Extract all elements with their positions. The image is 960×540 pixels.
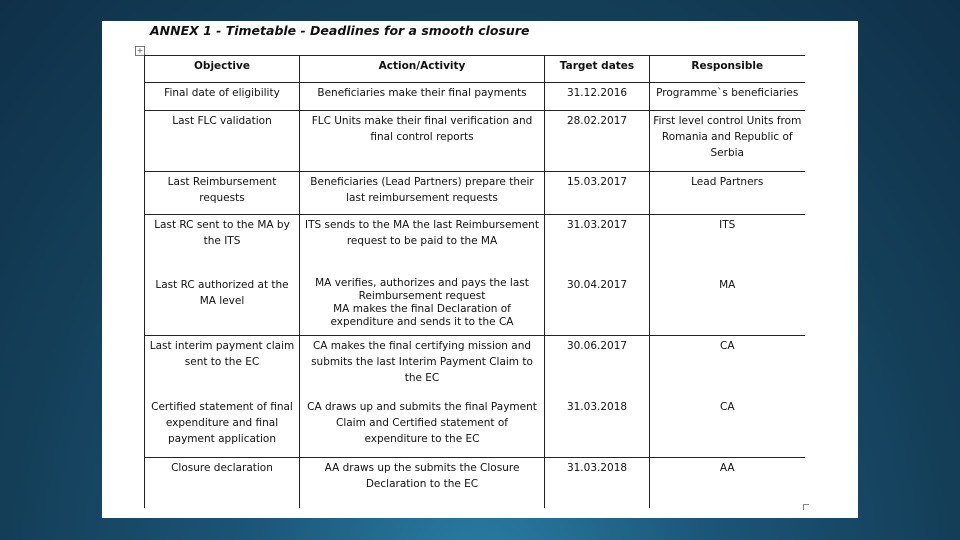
table-row [145,172,805,215]
table-header-row [145,56,805,83]
cell-date: 30.04.2017 [545,275,650,336]
cell-objective: Last RC authorized at the MA level [145,275,300,336]
table-row [145,336,805,397]
table-row [145,111,805,172]
header-objective: Objective [145,56,300,83]
cell-responsible: Programme`s beneficiaries [650,83,805,111]
cell-action: ITS sends to the MA the last Reimbursement request to be paid to the MA [300,215,545,275]
cell-objective: Final date of eligibility [145,83,300,111]
cell-responsible: AA [650,458,805,508]
table-move-handle-icon[interactable]: + [136,46,144,55]
cell-responsible: CA [650,336,805,397]
table-row [145,458,805,508]
cell-objective: Closure declaration [145,458,300,508]
cell-action: FLC Units make their final verification and final control reports [300,111,545,172]
cell-date: 30.06.2017 [545,336,650,397]
cell-objective: Certified statement of final expenditure and final payment application [145,397,300,458]
document-page [102,21,858,518]
table-row [145,215,805,275]
cell-action: AA draws up the submits the Closure Declaration to the EC [300,458,545,508]
header-target-dates: Target dates [545,56,650,83]
cell-responsible: Lead Partners [650,172,805,215]
cell-action: CA draws up and submits the final Payment Claim and Certified statement of expenditure to the EC [300,397,545,458]
cell-objective: Last RC sent to the MA by the ITS [145,215,300,275]
cell-objective: Last FLC validation [145,111,300,172]
timetable-table [144,55,805,508]
cell-action-line: MA verifies, authorizes and pays the last Reimbursement request [315,276,529,302]
cell-responsible: First level control Units from Romania and Republic of Serbia [650,111,805,172]
table-row [145,397,805,458]
cell-date: 31.12.2016 [545,83,650,111]
cell-date: 31.03.2018 [545,458,650,508]
cell-action [300,275,545,336]
cell-action: CA makes the final certifying mission and submits the last Interim Payment Claim to the EC [300,336,545,397]
cell-action: Beneficiaries (Lead Partners) prepare their last reimbursement requests [300,172,545,215]
cell-action-extra: MA makes the final Declaration of expenditure and sends it to the CA [330,302,514,328]
cell-date: 31.03.2018 [545,397,650,458]
cell-responsible: CA [650,397,805,458]
table-row [145,275,805,336]
cell-responsible: ITS [650,215,805,275]
cell-date: 15.03.2017 [545,172,650,215]
cell-date: 28.02.2017 [545,111,650,172]
document-title: ANNEX 1 - Timetable - Deadlines for a smooth closure [150,23,530,38]
header-action: Action/Activity [300,56,545,83]
cell-objective: Last interim payment claim sent to the EC [145,336,300,397]
cell-date: 31.03.2017 [545,215,650,275]
table-row [145,83,805,111]
header-responsible: Responsible [650,56,805,83]
cell-action: Beneficiaries make their final payments [300,83,545,111]
cell-responsible: MA [650,275,805,336]
cell-objective: Last Reimbursement requests [145,172,300,215]
page-corner-mark [803,504,809,510]
